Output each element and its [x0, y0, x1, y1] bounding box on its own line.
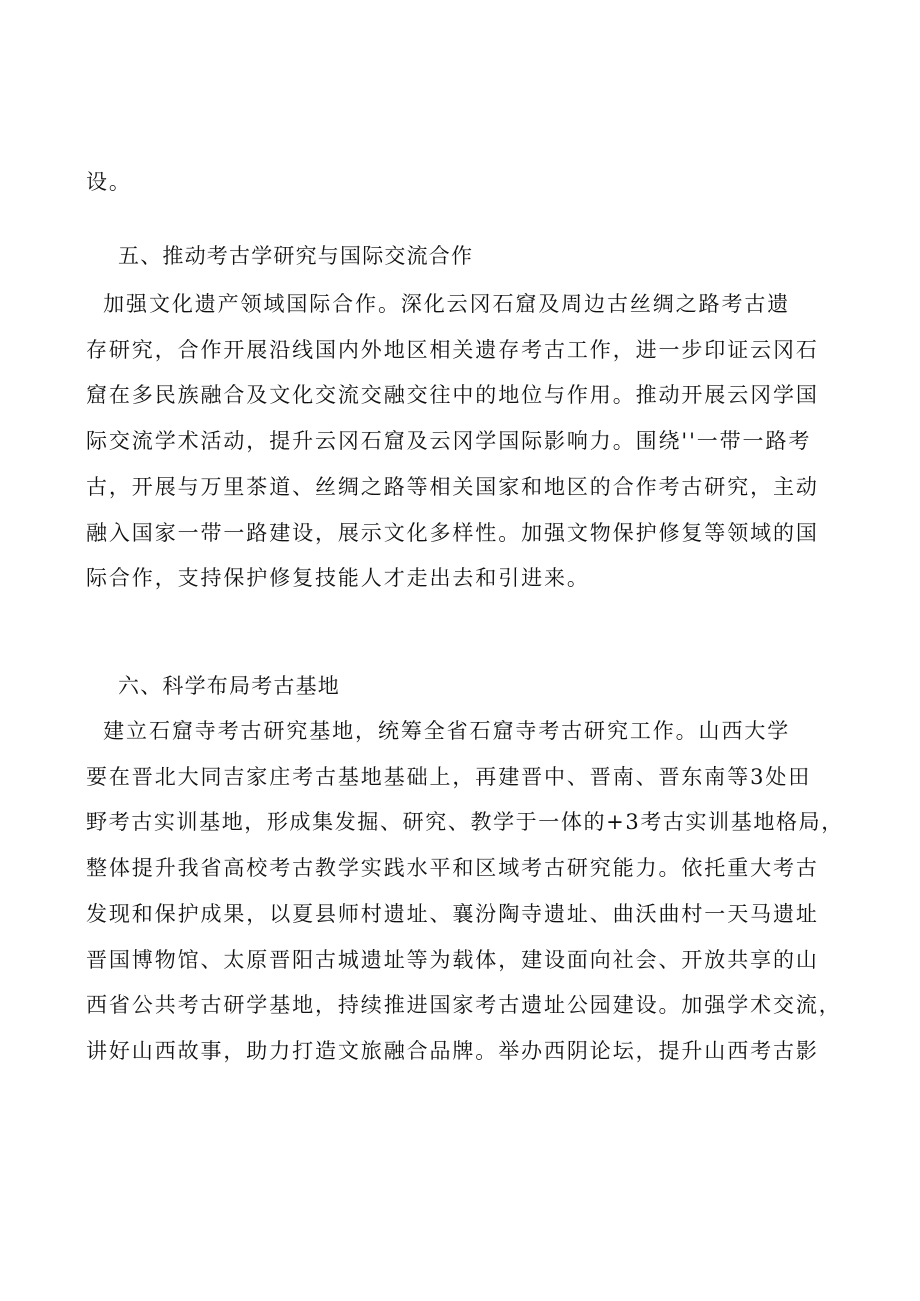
section-heading-5: 五、推动考古学研究与国际交流合作 — [118, 244, 474, 268]
paragraph-line: 窟在多民族融合及文化交流交融交往中的地位与作用。推动开展云冈学国 — [86, 383, 819, 408]
paragraph-line: 设。 — [86, 170, 132, 194]
section-6-paragraph — [86, 709, 846, 1075]
paragraph-line: 际交流学术活动，提升云冈石窟及云冈学国际影响力。围绕''一带一路考 — [86, 429, 812, 454]
section-5-paragraph — [86, 282, 846, 602]
paragraph-line: 融入国家一带一路建设，展示文化多样性。加强文物保护修复等领域的国 — [86, 520, 819, 545]
paragraph-line: 古，开展与万里茶道、丝绸之路等相关国家和地区的合作考古研究，主动 — [86, 474, 819, 499]
paragraph-line: 整体提升我省高校考古教学实践水平和区域考古研究能力。依托重大考古 — [86, 856, 819, 881]
paragraph-line: 存研究，合作开展沿线国内外地区相关遗存考古工作，进一步印证云冈石 — [86, 337, 819, 362]
paragraph-line: 西省公共考古研学基地，持续推进国家考古遗址公园建设。加强学术交流， — [86, 993, 842, 1018]
paragraph-line: 野考古实训基地，形成集发掘、研究、教学于一体的+3考古实训基地格局， — [86, 810, 844, 835]
paragraph-line: 建立石窟寺考古研究基地，统筹全省石窟寺考古研究工作。山西大学 — [86, 719, 791, 743]
paragraph-line: 晋国博物馆、太原晋阳古城遗址等为载体，建设面向社会、开放共享的山 — [86, 947, 819, 972]
paragraph-line: 要在晋北大同吉家庄考古基地基础上，再建晋中、晋南、晋东南等3处田 — [86, 764, 812, 789]
paragraph-line: 发现和保护成果，以夏县师村遗址、襄汾陶寺遗址、曲沃曲村一天马遗址 — [86, 901, 819, 926]
paragraph-line: 际合作，支持保护修复技能人才走出去和引进来。 — [86, 566, 590, 591]
continuation-paragraph — [86, 160, 846, 206]
paragraph-line: 讲好山西故事，助力打造文旅融合品牌。举办西阴论坛，提升山西考古影 — [86, 1038, 819, 1063]
paragraph-line: 加强文化遗产领域国际合作。深化云冈石窟及周边古丝绸之路考古遗 — [86, 292, 791, 316]
section-heading-6: 六、科学布局考古基地 — [118, 674, 340, 698]
